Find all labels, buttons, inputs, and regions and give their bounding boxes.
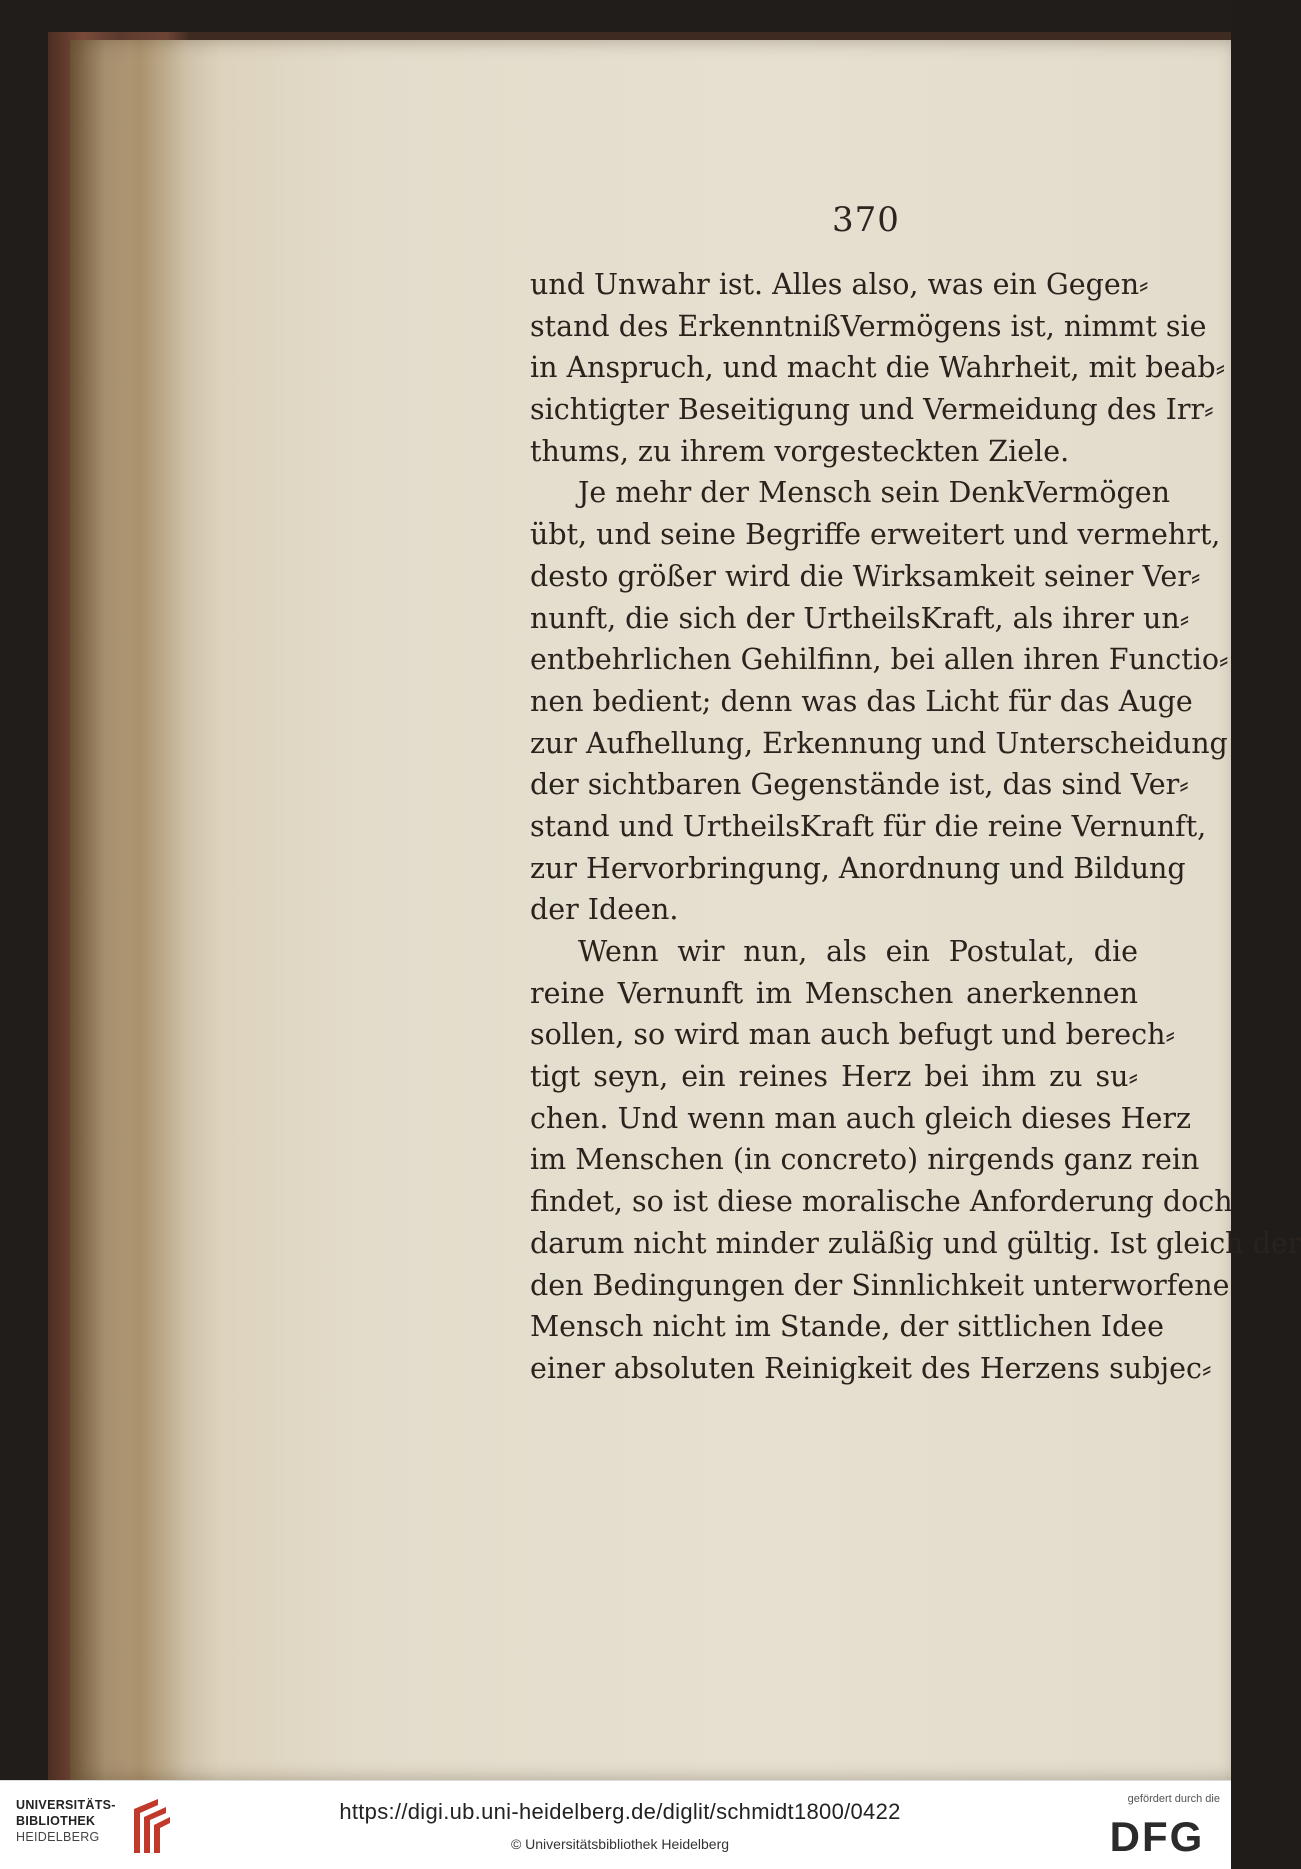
text-line: darum nicht minder zuläßig und gültig. Ist gleich der [530, 1226, 1301, 1260]
text-line: thums, zu ihrem vorgesteckten Ziele. [530, 434, 1070, 468]
page-gutter-shadow [70, 40, 220, 1780]
text-line: tigt seyn, ein reines Herz bei ihm zu su⸗ [530, 1060, 1138, 1094]
text-line: im Menschen (in concreto) nirgends ganz rein [530, 1143, 1200, 1177]
library-name-line-1: UNIVERSITÄTS- [16, 1798, 116, 1812]
text-line: stand und UrtheilsKraft für die reine Vernunft, [530, 809, 1207, 843]
text-line: desto größer wird die Wirksamkeit seiner Ver⸗ [530, 559, 1201, 593]
text-line: zur Hervorbringung, Anordnung und Bildung [530, 851, 1186, 885]
text-line: nunft, die sich der UrtheilsKraft, als ihrer un⸗ [530, 601, 1190, 635]
page-number: 370 [832, 200, 900, 240]
text-line: Je mehr der Mensch sein DenkVermögen [578, 476, 1170, 510]
text-line: sollen, so wird man auch befugt und berech⸗ [530, 1018, 1175, 1052]
text-line: in Anspruch, und macht die Wahrheit, mit beab⸗ [530, 351, 1226, 385]
text-line: findet, so ist diese moralische Anforderung doch [530, 1185, 1233, 1219]
text-line: der Ideen. [530, 893, 679, 927]
text-line: chen. Und wenn man auch gleich dieses Herz [530, 1101, 1191, 1135]
dfg-logo-text: DFG [1109, 1813, 1205, 1860]
library-name-line-3: HEIDELBERG [16, 1830, 100, 1844]
text-line: übt, und seine Begriffe erweitert und vermehrt, [530, 518, 1221, 552]
text-line: der sichtbaren Gegenstände ist, das sind Ver⸗ [530, 768, 1189, 802]
library-logo-icon [128, 1795, 172, 1857]
viewer-footer [0, 1780, 1231, 1869]
text-line: sichtigter Beseitigung und Vermeidung des Irr⸗ [530, 393, 1214, 427]
text-line: Wenn wir nun, als ein Postulat, die [578, 935, 1138, 968]
text-line: Mensch nicht im Stande, der sittlichen Idee [530, 1310, 1164, 1344]
page-body-text [530, 264, 1301, 1390]
text-line: den Bedingungen der Sinnlichkeit unterworfene [530, 1268, 1230, 1302]
text-line: zur Aufhellung, Erkennung und Unterscheidung [530, 726, 1228, 760]
text-line: einer absoluten Reinigkeit des Herzens subjec⸗ [530, 1351, 1212, 1385]
dfg-logo [1094, 1813, 1220, 1860]
text-line: stand des ErkenntnißVermögens ist, nimmt sie [530, 309, 1207, 343]
text-line: entbehrlichen Gehilfinn, bei allen ihren Functio⸗ [530, 643, 1229, 677]
text-line: und Unwahr ist. Alles also, was ein Gegen⸗ [530, 268, 1149, 301]
text-line: nen bedient; denn was das Licht für das Auge [530, 684, 1193, 718]
library-name [16, 1797, 126, 1845]
permalink-url[interactable]: https://digi.ub.uni-heidelberg.de/diglit/schmidt1800/0422 [339, 1799, 901, 1824]
funded-by-label: gefördert durch die [1127, 1793, 1220, 1805]
library-name-line-2: BIBLIOTHEK [16, 1814, 96, 1828]
copyright-notice: © Universitätsbibliothek Heidelberg [510, 1836, 730, 1852]
text-line: reine Vernunft im Menschen anerkennen [530, 976, 1138, 1010]
